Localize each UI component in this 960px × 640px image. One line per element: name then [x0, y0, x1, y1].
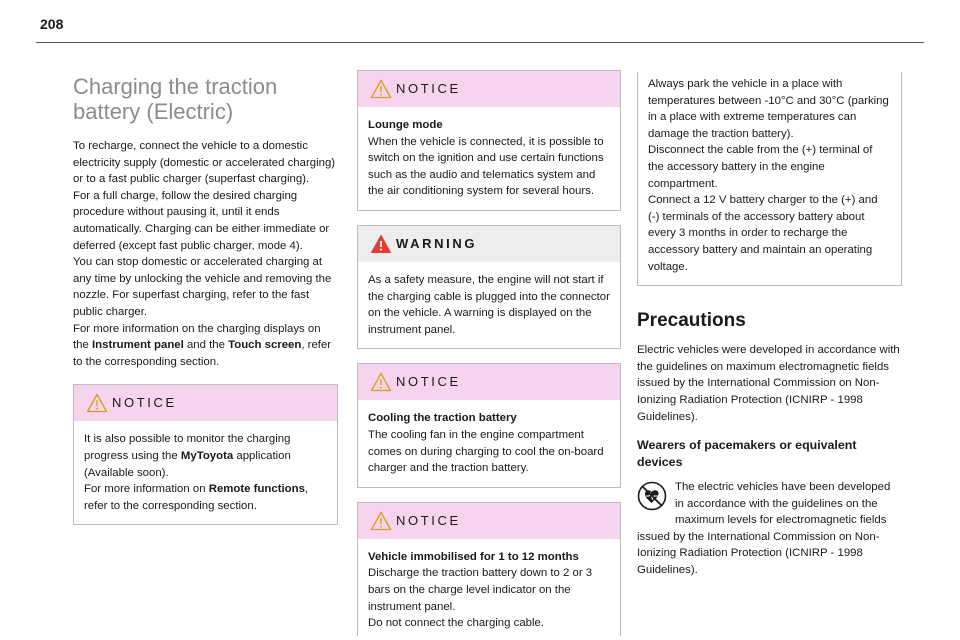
- notice-triangle-icon: [370, 511, 392, 531]
- continued-text-1: Always park the vehicle in a place with temperatures between -10°C and 30°C (parking in a place with extreme temperatures can damage the traction battery).: [648, 78, 889, 140]
- notice-box-immobilised: [357, 502, 621, 636]
- intro-paragraph-1: To recharge, connect the vehicle to a domestic electricity supply (domestic or accelerated charging) or to a fast public charger (superfast charging).: [73, 140, 336, 186]
- precautions-text: Electric vehicles were developed in accordance with the guidelines on maximum electromagnetic fields issued by the International Commission on Non-Ionizing Radiation Protection (ICNIRP - 1998 Guidelines).: [637, 344, 900, 423]
- notice-box-cooling: [357, 363, 621, 487]
- warning-label: WARNING: [396, 235, 478, 251]
- pacemaker-icon: [637, 481, 667, 511]
- app-name: MyToyota: [180, 449, 234, 462]
- remote-functions-ref: Remote functions: [208, 483, 305, 496]
- touch-screen-ref: Touch screen: [228, 339, 302, 352]
- intro-paragraph-2: For a full charge, follow the desired charging procedure without pausing it, until it ends automatically. Charging can be either immediate or deferred (except fast public charger, mode 4).: [73, 189, 330, 252]
- intro-paragraph-3: You can stop domestic or accelerated charging at any time by unlocking the vehicle and removing the nozzle. For superfast charging, refer to the fast public charger.: [73, 256, 332, 318]
- continued-text-2: Disconnect the cable from the (+) terminal of the accessory battery in the engine compartment.: [648, 144, 873, 190]
- notice-header: [74, 385, 337, 421]
- notice-label: NOTICE: [396, 512, 461, 528]
- notice-label: NOTICE: [396, 374, 461, 390]
- notice-label: NOTICE: [396, 81, 461, 96]
- notice-more-info: For more information on Remote functions, refer to the corresponding section.: [84, 483, 309, 512]
- pacemaker-text: The electric vehicles have been developed in accordance with the guidelines on the maximum levels for electromagnetic fields issued by the International Commission on Non-Ionizing Radiation Protection (ICNIRP - 1998 Guidelines).: [637, 481, 891, 577]
- notice-text: It is also possible to monitor the charging progress using the MyToyota application (Available soon).: [84, 433, 291, 479]
- notice-title: Cooling the traction battery: [368, 412, 517, 425]
- warning-triangle-icon: [370, 234, 392, 254]
- notice-label: NOTICE: [112, 395, 177, 411]
- notice-text-2: Do not connect the charging cable.: [368, 617, 545, 630]
- instrument-panel-ref: Instrument panel: [92, 339, 184, 352]
- column-left: [73, 70, 338, 539]
- continued-text-3: Connect a 12 V battery charger to the (+) and (-) terminals of the accessory battery about every 3 months in order to recharge the accessory battery and maintain an operating voltage.: [648, 194, 878, 273]
- notice-title: Vehicle immobilised for 1 to 12 months: [368, 550, 579, 563]
- pacemaker-block: [637, 479, 902, 579]
- notice-title: Lounge mode: [368, 119, 443, 131]
- pacemaker-subtitle: Wearers of pacemakers or equivalent devices: [637, 438, 857, 470]
- notice-text-1: Discharge the traction battery down to 2 or 3 bars on the charge level indicator on the instrument panel.: [368, 567, 593, 613]
- notice-box-lounge: [357, 70, 621, 211]
- column-right: [637, 72, 902, 579]
- notice-text: When the vehicle is connected, it is possible to switch on the ignition and use certain functions such as the audio and telematics system and the air conditioning system for several hours.: [368, 135, 604, 198]
- page-number: 208: [40, 16, 64, 32]
- precautions-title: Precautions: [637, 310, 746, 332]
- notice-box-continued: [637, 72, 902, 286]
- notice-triangle-icon: [86, 393, 108, 413]
- more-info-paragraph: For more information on the charging displays on the Instrument panel and the Touch screen, refer to the corresponding section.: [73, 322, 332, 368]
- section-title-line2: battery (Electric): [73, 99, 234, 124]
- section-title: [73, 74, 338, 124]
- notice-triangle-icon: [370, 372, 392, 392]
- section-title-line1: Charging the traction: [73, 74, 278, 99]
- warning-box: [357, 225, 621, 349]
- notice-triangle-icon: [370, 79, 392, 99]
- header-divider: [36, 42, 924, 43]
- notice-box-monitoring: [73, 384, 338, 525]
- column-middle: [357, 70, 621, 636]
- notice-text: The cooling fan in the engine compartment comes on during charging to cool the on-board charger and the traction battery.: [368, 428, 604, 475]
- warning-text: As a safety measure, the engine will not start if the charging cable is plugged into the connector on the vehicle. A warning is displayed on the instrument panel.: [368, 273, 610, 336]
